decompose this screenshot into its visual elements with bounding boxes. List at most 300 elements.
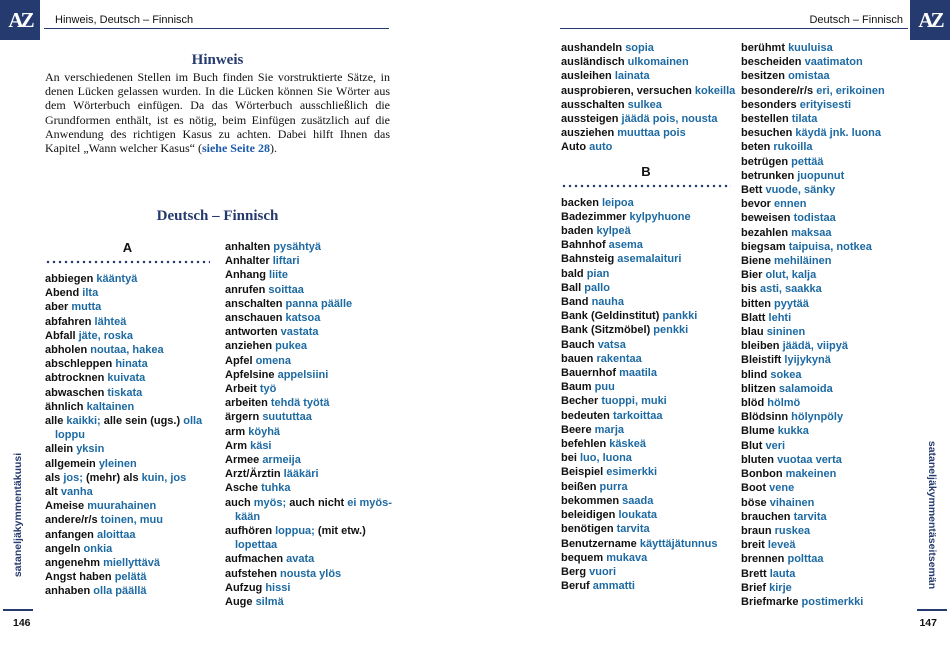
- german-word: ausziehen: [561, 127, 615, 140]
- finnish-word: jos;: [63, 471, 83, 484]
- dictionary-entry: [741, 268, 911, 282]
- page-word-text: sataneljäkymmentäkuusi: [12, 452, 24, 578]
- finnish-word: nauha: [591, 296, 624, 309]
- page-word-sidebar: [925, 420, 939, 610]
- finnish-word: marja: [594, 423, 624, 436]
- german-word: aufmachen: [225, 553, 284, 566]
- dictionary-entry: [45, 556, 210, 570]
- german-word: Beruf: [561, 580, 590, 593]
- dictionary-entry: [561, 140, 731, 154]
- german-word: Bauernhof: [561, 367, 616, 380]
- dictionary-entry: [741, 112, 911, 126]
- dictionary-entry: [561, 267, 731, 281]
- german-word: Blut: [741, 439, 763, 452]
- finnish-word: mukava: [606, 551, 648, 564]
- dictionary-entry: [45, 315, 210, 329]
- finnish-word: noutaa, hakea: [90, 344, 164, 357]
- dictionary-entry: [225, 453, 395, 467]
- dictionary-entry: [561, 465, 731, 479]
- finnish-word: asema: [608, 239, 643, 252]
- finnish-word: katsoa: [285, 312, 321, 325]
- german-word: ärgern: [225, 411, 260, 424]
- dictionary-entry: [561, 224, 731, 238]
- finnish-word: ei myös-: [347, 496, 392, 509]
- german-word: Arzt/Ärztin: [225, 468, 281, 481]
- dictionary-entry: [45, 272, 210, 286]
- german-word: abwaschen: [45, 386, 105, 399]
- german-word: blau: [741, 326, 764, 339]
- dictionary-entry: [561, 508, 731, 522]
- finnish-word: auto: [589, 141, 613, 154]
- finnish-word: käsi: [250, 439, 272, 452]
- german-word: betrunken: [741, 169, 795, 182]
- page-word-text: sataneljäkymmentäseitsemän: [926, 440, 938, 590]
- german-word: besonders: [741, 98, 797, 111]
- finnish-word: lopettaa: [235, 539, 278, 552]
- finnish-word: onkia: [83, 542, 113, 555]
- finnish-word: kokeilla: [694, 84, 736, 97]
- dictionary-entry: [45, 414, 210, 428]
- finnish-word: toinen, muu: [100, 514, 163, 527]
- entry-list: [561, 41, 736, 155]
- german-word: abfahren: [45, 315, 92, 328]
- dictionary-entry: [741, 84, 911, 98]
- german-word: baden: [561, 225, 594, 238]
- finnish-word: kylpyhuone: [629, 210, 691, 223]
- finnish-word: pettää: [791, 155, 824, 168]
- finnish-word: pallo: [584, 281, 610, 294]
- finnish-word: yleinen: [98, 457, 137, 470]
- finnish-word: puu: [594, 381, 615, 394]
- dictionary-entry: [45, 513, 210, 527]
- finnish-word: maatila: [619, 367, 657, 380]
- finnish-word: vuotaa verta: [777, 453, 842, 466]
- german-word: als: [45, 471, 61, 484]
- dictionary-entry: [561, 69, 731, 83]
- finnish-word: muurahainen: [87, 500, 157, 513]
- finnish-word: sulkea: [627, 98, 662, 111]
- german-word: böse: [741, 496, 767, 509]
- german-word: allein: [45, 443, 74, 456]
- dictionary-entry: [741, 297, 911, 311]
- dictionary-entry: [561, 210, 731, 224]
- dictionary-entry: [741, 311, 911, 325]
- german-word: Blödsinn: [741, 411, 789, 424]
- dictionary-entry: [225, 467, 395, 481]
- german-word: Armee: [225, 454, 260, 467]
- dictionary-entry: [45, 528, 210, 542]
- finnish-word: köyhä: [248, 425, 281, 438]
- dictionary-entry: [561, 281, 731, 295]
- german-word: aushandeln: [561, 42, 623, 54]
- dictionary-entry: [741, 226, 911, 240]
- finnish-word: aloittaa: [96, 528, 136, 541]
- dictionary-entry: [741, 155, 911, 169]
- finnish-word: liite: [269, 269, 288, 282]
- dictionary-entry: [741, 524, 911, 538]
- finnish-word: tarvita: [793, 510, 827, 523]
- german-word: allgemein: [45, 457, 96, 470]
- finnish-word: pelätä: [114, 571, 147, 584]
- german-word: Aufzug: [225, 581, 263, 594]
- german-word: anrufen: [225, 283, 266, 296]
- german-word: Band: [561, 296, 589, 309]
- page-number-rule: [3, 609, 33, 611]
- finnish-word: kylpeä: [596, 225, 631, 238]
- german-word: besondere/r/s: [741, 84, 814, 97]
- dictionary-entry: [561, 423, 731, 437]
- hinweis-end: ).: [269, 141, 277, 156]
- german-word: angeln: [45, 542, 81, 555]
- german-word: Bahnsteig: [561, 253, 615, 266]
- german-word: alle sein (ugs.): [103, 415, 181, 428]
- german-word: bedeuten: [561, 409, 610, 422]
- finnish-word: kääntyä: [96, 273, 138, 285]
- german-word: bauen: [561, 352, 594, 365]
- finnish-word: mehiläinen: [774, 255, 832, 268]
- german-word: Blatt: [741, 311, 766, 324]
- german-word: ausleihen: [561, 70, 612, 83]
- german-word: bevor: [741, 198, 771, 211]
- page-word-sidebar: [11, 420, 25, 610]
- german-word: Bett: [741, 184, 763, 197]
- finnish-word: eri, erikoinen: [816, 84, 885, 97]
- dictionary-entry: [741, 410, 911, 424]
- finnish-word: asti, saakka: [759, 283, 822, 296]
- finnish-word: vihainen: [769, 496, 815, 509]
- dictionary-entry: [741, 41, 911, 55]
- german-word: abschleppen: [45, 358, 113, 371]
- german-word: bescheiden: [741, 56, 802, 69]
- german-word: bei: [561, 452, 577, 465]
- german-word: Berg: [561, 565, 587, 578]
- finnish-word: saada: [622, 494, 654, 507]
- german-word: antworten: [225, 326, 278, 339]
- german-word: Bonbon: [741, 468, 783, 481]
- dictionary-column-b1: [561, 41, 736, 593]
- dictionary-entry: [741, 396, 911, 410]
- finnish-word: kään: [235, 510, 261, 523]
- dictionary-entry: [741, 496, 911, 510]
- german-word: beißen: [561, 480, 597, 493]
- dictionary-entry: [561, 238, 731, 252]
- german-word: Bleistift: [741, 354, 782, 367]
- dictionary-entry: [45, 584, 210, 598]
- german-word: bekommen: [561, 494, 620, 507]
- dictionary-entry: [561, 366, 731, 380]
- german-word: abholen: [45, 344, 88, 357]
- german-word: arm: [225, 425, 246, 438]
- german-word: befehlen: [561, 438, 607, 451]
- finnish-word: leipoa: [601, 196, 634, 209]
- finnish-word: yksin: [76, 443, 105, 456]
- german-word: Bank (Geldinstitut): [561, 310, 660, 323]
- dictionary-entry: [45, 386, 210, 400]
- hinweis-title: Hinweis: [191, 52, 244, 68]
- german-word: bitten: [741, 297, 771, 310]
- finnish-word: kuivata: [107, 372, 146, 385]
- finnish-word: tiskata: [107, 386, 143, 399]
- dictionary-entry: [45, 400, 210, 414]
- german-word: Asche: [225, 482, 259, 495]
- finnish-word: soittaa: [268, 283, 304, 296]
- dictionary-entry: [741, 339, 911, 353]
- dictionary-entry: [741, 140, 911, 154]
- finnish-word: todistaa: [793, 212, 836, 225]
- finnish-word: hinata: [115, 358, 148, 371]
- dictionary-entry: [561, 551, 731, 565]
- finnish-word: vastata: [280, 326, 319, 339]
- finnish-word: tuhka: [261, 482, 291, 495]
- german-word: ausländisch: [561, 56, 625, 69]
- dictionary-column-a1: [45, 239, 210, 599]
- finnish-word: maksaa: [791, 226, 832, 239]
- german-word: Bahnhof: [561, 239, 606, 252]
- dictionary-entry: [225, 311, 395, 325]
- dictionary-entry: [741, 453, 911, 467]
- german-word: breit: [741, 539, 765, 552]
- dictionary-entry: [225, 496, 395, 510]
- finnish-word: juopunut: [797, 169, 845, 182]
- dictionary-entry: [45, 542, 210, 556]
- dictionary-entry: [225, 339, 395, 353]
- finnish-word: pian: [586, 267, 610, 280]
- finnish-word: pukea: [275, 340, 307, 353]
- finnish-word: salamoida: [778, 382, 833, 395]
- finnish-word: makeinen: [785, 468, 837, 481]
- german-word: Anhalter: [225, 255, 270, 268]
- dictionary-entry: [741, 254, 911, 268]
- finnish-word: kaikki;: [66, 415, 101, 428]
- header-rule: [44, 28, 389, 29]
- dictionary-entry: [561, 126, 731, 140]
- german-word: (mehr) als: [85, 471, 139, 484]
- dictionary-entry: [225, 354, 395, 368]
- german-word: bleiben: [741, 340, 780, 353]
- finnish-word: purra: [599, 480, 628, 493]
- dictionary-entry: [561, 252, 731, 266]
- dictionary-entry: [225, 240, 395, 254]
- german-word: backen: [561, 196, 599, 209]
- german-word: anziehen: [225, 340, 273, 353]
- finnish-word: kaltainen: [86, 400, 135, 413]
- dictionary-entry: [45, 286, 210, 300]
- dictionary-entry: [225, 510, 395, 524]
- german-word: besitzen: [741, 70, 786, 83]
- dictionary-entry: [741, 211, 911, 225]
- german-word: Brett: [741, 567, 767, 580]
- german-word: anschauen: [225, 312, 283, 325]
- german-word: Ameise: [45, 500, 85, 513]
- dictionary-entry: [45, 570, 210, 584]
- finnish-word: tuoppi, muki: [601, 395, 667, 408]
- finnish-word: tarvita: [616, 523, 650, 536]
- dictionary-entry: [45, 357, 210, 371]
- german-word: blitzen: [741, 382, 776, 395]
- finnish-word: kirje: [769, 581, 792, 594]
- german-word: bluten: [741, 453, 774, 466]
- dictionary-entry: [225, 538, 395, 552]
- dictionary-entry: [45, 485, 210, 499]
- german-word: beweisen: [741, 212, 791, 225]
- german-word: abbiegen: [45, 273, 94, 285]
- finnish-word: rakentaa: [596, 352, 642, 365]
- running-head: Deutsch – Finnisch: [809, 14, 903, 26]
- german-word: Anhang: [225, 269, 266, 282]
- finnish-word: taipuisa, notkea: [788, 240, 872, 253]
- entry-list: [561, 196, 731, 594]
- german-word: alt: [45, 486, 58, 499]
- finnish-word: lehti: [768, 311, 792, 324]
- german-word: Bauch: [561, 338, 595, 351]
- dictionary-entry: [741, 481, 911, 495]
- finnish-word: olut, kalja: [765, 269, 817, 282]
- az-logo: AZ: [910, 0, 950, 40]
- dictionary-entry: [225, 368, 395, 382]
- german-word: Auge: [225, 596, 253, 609]
- dictionary-entry: [45, 329, 210, 343]
- finnish-word: armeija: [262, 454, 301, 467]
- dictionary-entry: [561, 338, 731, 352]
- dictionary-entry: [741, 325, 911, 339]
- german-word: beten: [741, 141, 771, 154]
- german-word: andere/r/s: [45, 514, 98, 527]
- finnish-word: avata: [286, 553, 315, 566]
- dictionary-entry: [741, 510, 911, 524]
- german-word: ausprobieren, versuchen: [561, 84, 692, 97]
- finnish-word: työ: [259, 383, 277, 396]
- section-title: Deutsch – Finnisch: [156, 208, 279, 224]
- finnish-word: lääkäri: [283, 468, 319, 481]
- dotted-divider: [45, 260, 210, 264]
- dictionary-entry: [225, 410, 395, 424]
- finnish-word: miellyttävä: [103, 557, 160, 570]
- finnish-word: käskeä: [609, 438, 647, 451]
- german-word: benötigen: [561, 523, 614, 536]
- finnish-word: kukka: [777, 425, 809, 438]
- german-word: brennen: [741, 553, 785, 566]
- finnish-word: sininen: [766, 326, 806, 339]
- finnish-word: sokea: [770, 368, 802, 381]
- dictionary-entry: [741, 467, 911, 481]
- finnish-word: jäädä pois, nousta: [621, 113, 718, 126]
- finnish-word: jäädä, viipyä: [782, 340, 849, 353]
- page-number: 146: [13, 617, 31, 629]
- german-word: ähnlich: [45, 400, 84, 413]
- german-word: Apfelsine: [225, 368, 275, 381]
- german-word: arbeiten: [225, 397, 268, 410]
- german-word: blind: [741, 368, 768, 381]
- finnish-word: ruskea: [774, 524, 811, 537]
- page-number: 147: [919, 617, 937, 629]
- dictionary-column-b2: [741, 41, 911, 609]
- entry-list: [741, 41, 911, 609]
- german-word: auch: [225, 496, 251, 509]
- german-word: beleidigen: [561, 509, 616, 522]
- finnish-word: vuode, sänky: [765, 184, 836, 197]
- hinweis-body: An verschiedenen Stellen im Buch finden Sie vorstruktierte Sätze, in denen Lücken gelassen wurden. In die Lücken können Sie Wörter aus dem Wörterbuch einfügen. Da das Wörterbuch ausschließlich die Grundformen enthält, ist es nötig, beim Einfügen zusätzlich auf die Anwendung des richtigen Kasus zu achten. Dabei hilft Ihnen das Kapitel „Wann welcher Kasus“ (: [45, 70, 390, 156]
- finnish-word: postimerkki: [801, 595, 864, 608]
- dictionary-entry: [741, 98, 911, 112]
- german-word: anhaben: [45, 585, 91, 598]
- dictionary-entry: [45, 371, 210, 385]
- dictionary-entry: [225, 325, 395, 339]
- german-word: besuchen: [741, 127, 793, 140]
- dictionary-entry: [561, 380, 731, 394]
- german-word: betrügen: [741, 155, 789, 168]
- letter-heading-b: B: [641, 163, 651, 179]
- german-word: Benutzername: [561, 537, 637, 550]
- dictionary-entry: [561, 352, 731, 366]
- finnish-word: tilata: [791, 113, 818, 126]
- dictionary-entry: [741, 240, 911, 254]
- dictionary-entry: [561, 451, 731, 465]
- finnish-word: hölynpöly: [791, 411, 844, 424]
- german-word: Badezimmer: [561, 210, 627, 223]
- letter-heading-a: A: [122, 240, 133, 255]
- finnish-word: lainata: [614, 70, 650, 83]
- finnish-word: omistaa: [788, 70, 830, 83]
- finnish-word: pyytää: [774, 297, 809, 310]
- finnish-word: pankki: [662, 310, 698, 323]
- dictionary-entry: [561, 537, 731, 551]
- dictionary-entry: [561, 196, 731, 210]
- finnish-word: tehdä työtä: [270, 397, 330, 410]
- dictionary-entry: [741, 169, 911, 183]
- dictionary-entry: [225, 581, 395, 595]
- finnish-word: kuin, jos: [141, 471, 187, 484]
- finnish-word: asemalaituri: [617, 253, 682, 266]
- dictionary-entry: [741, 55, 911, 69]
- dictionary-entry: [741, 69, 911, 83]
- finnish-word: kuuluisa: [788, 42, 833, 54]
- dictionary-entry: [225, 283, 395, 297]
- finnish-word: hissi: [265, 581, 291, 594]
- finnish-word: appelsiini: [277, 368, 329, 381]
- dictionary-entry: [561, 565, 731, 579]
- finnish-word: liftari: [272, 255, 300, 268]
- dictionary-entry: [741, 552, 911, 566]
- dictionary-entry: [741, 439, 911, 453]
- dictionary-entry: [561, 323, 731, 337]
- dictionary-entry: [561, 437, 731, 451]
- finnish-word: sopia: [625, 42, 654, 54]
- german-word: aber: [45, 301, 69, 314]
- dictionary-entry: [225, 425, 395, 439]
- dictionary-entry: [225, 552, 395, 566]
- dictionary-entry: [741, 368, 911, 382]
- german-word: brauchen: [741, 510, 791, 523]
- finnish-word: omena: [255, 354, 292, 367]
- dictionary-entry: [225, 524, 395, 538]
- german-word: biegsam: [741, 240, 786, 253]
- dictionary-entry: [561, 309, 731, 323]
- german-word: Ball: [561, 281, 582, 294]
- page-number-rule: [917, 609, 947, 611]
- german-word: ausschalten: [561, 98, 625, 111]
- finnish-word: käydä jnk. luona: [795, 127, 882, 140]
- dictionary-entry: [45, 300, 210, 314]
- german-word: Angst haben: [45, 571, 112, 584]
- page-reference-link[interactable]: siehe Seite 28: [201, 141, 270, 156]
- german-word: Bank (Sitzmöbel): [561, 324, 651, 337]
- dictionary-entry: [45, 428, 210, 442]
- entry-list: [45, 272, 210, 599]
- german-word: blöd: [741, 397, 765, 410]
- dictionary-column-a2: [225, 240, 395, 609]
- dictionary-entry: [561, 295, 731, 309]
- finnish-word: penkki: [653, 324, 689, 337]
